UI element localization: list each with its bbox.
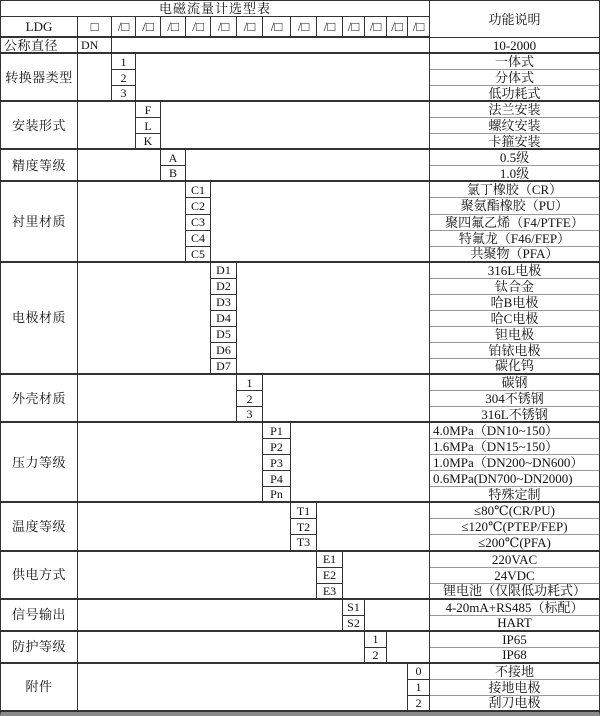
model-slot-cell: /□	[112, 17, 136, 38]
category-label: 信号输出	[1, 600, 78, 632]
option-code-cell: D4	[211, 311, 237, 327]
option-code-cell: 2	[112, 70, 136, 86]
option-code-cell: L	[136, 118, 161, 134]
option-desc-cell: 24VDC	[430, 568, 599, 584]
category-label: 外壳材质	[1, 375, 78, 423]
option-code-cell: 2	[408, 696, 430, 712]
option-desc-cell: 铂铱电极	[430, 343, 599, 359]
category-filler-left	[78, 552, 317, 600]
dn-label-cell: 公称直径	[1, 38, 78, 54]
category-filler-left	[78, 150, 161, 182]
option-desc-cell: 共聚物（PFA）	[430, 247, 599, 263]
option-code-cell: S2	[343, 616, 365, 632]
model-slot-cell: /□	[186, 17, 211, 38]
option-code-cell: 1	[112, 54, 136, 70]
option-code-cell: F	[136, 102, 161, 118]
model-slot-cell: /□	[161, 17, 186, 38]
option-code-cell: K	[136, 134, 161, 150]
option-desc-cell: 氯丁橡胶（CR）	[430, 182, 599, 198]
model-slot-cell: /□	[317, 17, 343, 38]
option-code-cell: C3	[186, 215, 211, 231]
option-desc-cell: IP65	[430, 632, 599, 648]
option-desc-cell: 1.0级	[430, 166, 599, 182]
option-desc-cell: 1.6MPa（DN15~150）	[430, 439, 599, 455]
category-label: 温度等级	[1, 503, 78, 551]
option-code-cell: A	[161, 150, 186, 166]
option-code-cell: 2	[237, 391, 263, 407]
option-code-cell: D6	[211, 343, 237, 359]
category-filler-right	[365, 600, 430, 632]
category-filler-right	[211, 182, 430, 262]
option-desc-cell: 哈B电极	[430, 295, 599, 311]
option-code-cell: Pn	[263, 487, 291, 503]
option-code-cell: E1	[317, 552, 343, 568]
category-filler-left	[78, 54, 112, 102]
option-code-cell: D7	[211, 359, 237, 375]
option-code-cell: 1	[408, 680, 430, 696]
option-code-cell: P1	[263, 423, 291, 439]
option-code-cell: D2	[211, 279, 237, 295]
option-desc-cell: 钽电极	[430, 327, 599, 343]
category-filler-left	[78, 375, 237, 423]
category-label: 电极材质	[1, 263, 78, 375]
category-filler-right	[263, 375, 430, 423]
option-desc-cell: 分体式	[430, 70, 599, 86]
category-filler-right	[161, 102, 430, 150]
category-label: 附件	[1, 664, 78, 712]
option-desc-cell: 一体式	[430, 54, 599, 70]
option-desc-cell: 220VAC	[430, 552, 599, 568]
model-code-box: □	[78, 17, 112, 38]
option-code-cell: 1	[237, 375, 263, 391]
option-desc-cell: 4.0MPa（DN10~150）	[430, 423, 599, 439]
option-desc-cell: 4-20mA+RS485（标配）	[430, 600, 599, 616]
model-slot-cell: /□	[365, 17, 387, 38]
category-label: 防护等级	[1, 632, 78, 664]
category-filler-left	[78, 632, 365, 664]
category-label: 转换器类型	[1, 54, 78, 102]
option-desc-cell: IP68	[430, 648, 599, 664]
option-desc-cell: 法兰安装	[430, 102, 599, 118]
option-code-cell: 2	[365, 648, 387, 664]
category-filler-left	[78, 263, 211, 375]
option-code-cell: C5	[186, 247, 211, 263]
category-label: 精度等级	[1, 150, 78, 182]
option-desc-cell: 特氟龙（F46/FEP）	[430, 231, 599, 247]
category-filler-left	[78, 664, 408, 712]
option-code-cell: S1	[343, 600, 365, 616]
model-slot-cell: /□	[211, 17, 237, 38]
option-desc-cell: 钛合金	[430, 279, 599, 295]
option-desc-cell: 螺纹安装	[430, 118, 599, 134]
category-filler-left	[78, 423, 263, 503]
category-filler-left	[78, 503, 291, 551]
option-desc-cell: 卡箍安装	[430, 134, 599, 150]
option-desc-cell: 0.6MPa(DN700~DN2000)	[430, 471, 599, 487]
option-desc-cell: 低功耗式	[430, 86, 599, 102]
option-desc-cell: 碳钢	[430, 375, 599, 391]
model-slot-cell: /□	[387, 17, 408, 38]
model-prefix-cell: LDG	[1, 17, 78, 38]
option-desc-cell: ≤120℃(PTEP/FEP)	[430, 519, 599, 535]
function-column-header: 功能说明	[430, 1, 599, 38]
option-code-cell: 1	[365, 632, 387, 648]
option-code-cell: 3	[237, 407, 263, 423]
option-code-cell: P4	[263, 471, 291, 487]
option-desc-cell: 锂电池（仅限低功耗式）	[430, 584, 599, 600]
dn-filler	[112, 38, 430, 54]
option-desc-cell: ≤80℃(CR/PU)	[430, 503, 599, 519]
option-code-cell: T3	[291, 535, 317, 551]
model-slot-cell: /□	[408, 17, 430, 38]
option-code-cell: T1	[291, 503, 317, 519]
option-code-cell: D5	[211, 327, 237, 343]
category-filler-right	[387, 632, 430, 664]
category-label: 压力等级	[1, 423, 78, 503]
category-filler-right	[237, 263, 430, 375]
category-filler-left	[78, 600, 343, 632]
option-desc-cell: 聚四氟乙烯（F4/PTFE）	[430, 215, 599, 231]
dn-code-cell: DN	[78, 38, 112, 54]
option-code-cell: P3	[263, 455, 291, 471]
option-desc-cell: 不接地	[430, 664, 599, 680]
category-filler-left	[78, 102, 136, 150]
option-desc-cell: 哈C电极	[430, 311, 599, 327]
category-label: 供电方式	[1, 552, 78, 600]
table-title: 电磁流量计选型表	[1, 1, 430, 17]
option-desc-cell: 聚氨酯橡胶（PU）	[430, 198, 599, 214]
model-slot-cell: /□	[237, 17, 263, 38]
option-code-cell: C4	[186, 231, 211, 247]
option-code-cell: D1	[211, 263, 237, 279]
category-label: 衬里材质	[1, 182, 78, 262]
category-filler-right	[136, 54, 430, 102]
category-filler-left	[78, 182, 186, 262]
option-code-cell: C1	[186, 182, 211, 198]
option-code-cell: C2	[186, 198, 211, 214]
option-desc-cell: 刮刀电极	[430, 696, 599, 712]
option-code-cell: B	[161, 166, 186, 182]
option-code-cell: 3	[112, 86, 136, 102]
category-filler-right	[186, 150, 430, 182]
option-desc-cell: HART	[430, 616, 599, 632]
model-slot-cell: /□	[263, 17, 291, 38]
option-desc-cell: 碳化钨	[430, 359, 599, 375]
option-desc-cell: 304不锈钢	[430, 391, 599, 407]
option-desc-cell: 316L电极	[430, 263, 599, 279]
model-slot-cell: /□	[291, 17, 317, 38]
option-desc-cell: 316L不锈钢	[430, 407, 599, 423]
option-desc-cell: ≤200℃(PFA)	[430, 535, 599, 551]
model-slot-cell: /□	[343, 17, 365, 38]
option-code-cell: E3	[317, 584, 343, 600]
option-code-cell: P2	[263, 439, 291, 455]
option-desc-cell: 1.0MPa（DN200~DN600）	[430, 455, 599, 471]
option-desc-cell: 0.5级	[430, 150, 599, 166]
dn-desc-cell: 10-2000	[430, 38, 599, 54]
category-filler-right	[317, 503, 430, 551]
option-desc-cell: 接地电极	[430, 680, 599, 696]
category-filler-right	[291, 423, 430, 503]
option-code-cell: D3	[211, 295, 237, 311]
option-code-cell: T2	[291, 519, 317, 535]
category-filler-right	[343, 552, 430, 600]
option-code-cell: 0	[408, 664, 430, 680]
option-desc-cell: 特殊定制	[430, 487, 599, 503]
model-slot-cell: /□	[136, 17, 161, 38]
option-code-cell: E2	[317, 568, 343, 584]
category-label: 安装形式	[1, 102, 78, 150]
